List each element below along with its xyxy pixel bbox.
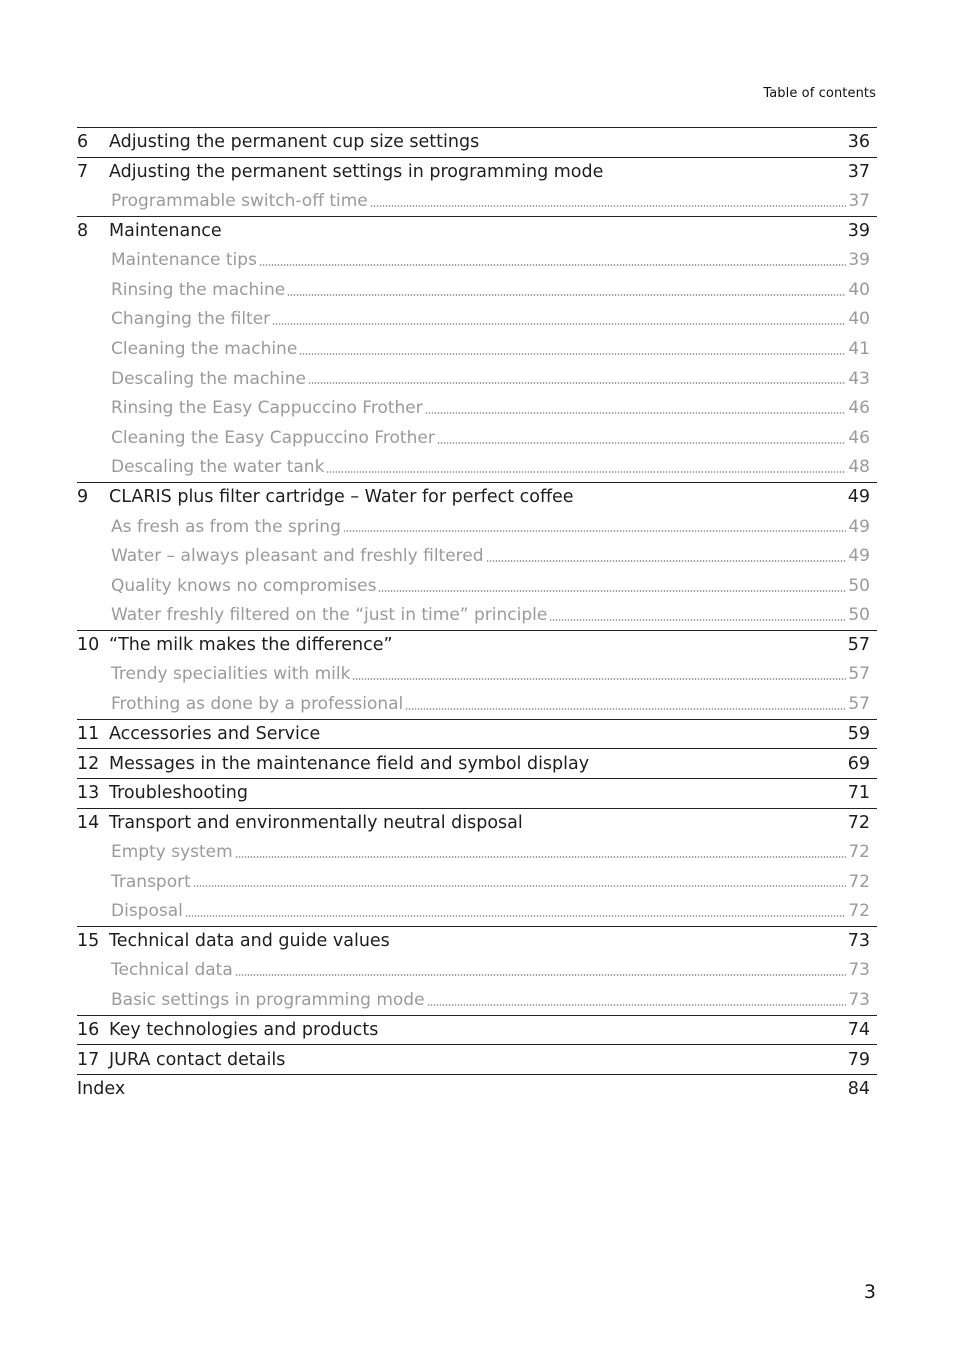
dot-leader [378,590,846,592]
dot-leader [352,678,846,680]
toc-chapter-entry[interactable] [77,127,877,157]
toc-subsection-entry[interactable] [77,601,877,631]
page-reference: 57 [848,664,870,685]
toc-subsection-entry[interactable] [77,571,877,601]
subsection-title: Maintenance tips [111,250,257,271]
page-reference: 84 [847,1079,870,1100]
subsection-title: Rinsing the machine [111,279,286,300]
dot-leader [259,264,846,266]
toc-subsection-entry[interactable] [77,393,877,423]
toc-chapter-entry[interactable] [77,1015,877,1045]
toc-subsection-entry[interactable] [77,186,877,216]
page-reference: 73 [848,990,870,1011]
subsection-title: Basic settings in programming mode [111,990,425,1011]
page-reference: 41 [848,338,870,359]
dot-leader [427,1004,847,1006]
subsection-title: Disposal [111,901,183,922]
dot-leader [549,619,846,621]
chapter-title: Troubleshooting [109,783,249,804]
dot-leader [405,708,846,710]
running-header: Table of contents [763,86,876,101]
toc-subsection-entry[interactable] [77,867,877,897]
chapter-number: 12 [77,753,100,774]
toc-chapter-entry[interactable] [77,926,877,956]
toc-subsection-entry[interactable] [77,334,877,364]
subsection-title: Water freshly filtered on the “just in time” principle [111,605,548,626]
toc-subsection-entry[interactable] [77,275,877,305]
dot-leader [235,856,847,858]
page-reference: 71 [847,783,870,804]
dot-leader [299,353,846,355]
chapter-number: 16 [77,1020,100,1041]
toc-chapter-entry[interactable] [77,630,877,660]
toc-subsection-entry[interactable] [77,512,877,542]
subsection-title: Transport [111,871,191,892]
toc-subsection-entry[interactable] [77,423,877,453]
page-reference: 57 [848,694,870,715]
page-reference: 49 [847,487,870,508]
toc-subsection-entry[interactable] [77,985,877,1015]
dot-leader [272,323,846,325]
chapter-title: Technical data and guide values [109,931,390,952]
toc-chapter-entry[interactable] [77,808,877,838]
page-reference: 40 [848,309,870,330]
page-reference: 72 [847,812,870,833]
dot-leader [193,885,847,887]
chapter-title: Messages in the maintenance field and symbol display [109,753,590,774]
subsection-title: Cleaning the Easy Cappuccino Frother [111,427,435,448]
toc-chapter-entry[interactable] [77,216,877,246]
dot-leader [437,442,847,444]
dot-leader [308,382,846,384]
chapter-title: “The milk makes the difference” [109,635,393,656]
subsection-title: Empty system [111,842,233,863]
dot-leader [185,915,846,917]
chapter-title: Accessories and Service [109,724,321,745]
chapter-number: 11 [77,724,100,745]
chapter-number: 8 [77,221,89,242]
dot-leader [287,294,846,296]
page-reference: 73 [847,931,870,952]
chapter-number: 17 [77,1049,100,1070]
page-reference: 49 [848,546,870,567]
toc-chapter-entry[interactable] [77,1074,877,1104]
page-reference: 50 [848,605,870,626]
page-reference: 72 [848,842,870,863]
subsection-title: Water – always pleasant and freshly filtered [111,546,484,567]
page-reference: 50 [848,575,870,596]
chapter-title: Adjusting the permanent settings in programming mode [109,161,604,182]
subsection-title: As fresh as from the spring [111,516,341,537]
page-reference: 73 [848,960,870,981]
chapter-title: Maintenance [109,221,222,242]
toc-subsection-entry[interactable] [77,956,877,986]
toc-subsection-entry[interactable] [77,660,877,690]
page-reference: 46 [848,398,870,419]
chapter-title: Transport and environmentally neutral disposal [109,812,523,833]
subsection-title: Rinsing the Easy Cappuccino Frother [111,398,423,419]
page-reference: 74 [847,1020,870,1041]
toc-chapter-entry[interactable] [77,748,877,778]
dot-leader [235,974,847,976]
chapter-number: 15 [77,931,100,952]
page-reference: 39 [848,250,870,271]
dot-leader [486,560,847,562]
page-reference: 49 [848,516,870,537]
page-reference: 69 [847,753,870,774]
dot-leader [326,471,846,473]
page-reference: 36 [847,132,870,153]
chapter-number: 7 [77,161,89,182]
toc-subsection-entry[interactable] [77,305,877,335]
chapter-title: Adjusting the permanent cup size settings [109,132,480,153]
subsection-title: Trendy specialities with milk [111,664,351,685]
subsection-title: Frothing as done by a professional [111,694,404,715]
dot-leader [370,205,847,207]
subsection-title: Quality knows no compromises [111,575,377,596]
chapter-title: JURA contact details [109,1049,286,1070]
page-reference: 59 [847,724,870,745]
chapter-number: 10 [77,635,100,656]
table-of-contents [77,127,877,1104]
page-reference: 48 [848,457,870,478]
page-reference: 40 [848,279,870,300]
chapter-number: 13 [77,783,100,804]
page-reference: 37 [848,190,870,211]
toc-subsection-entry[interactable] [77,896,877,926]
toc-chapter-entry[interactable] [77,778,877,808]
toc-chapter-entry[interactable] [77,157,877,187]
chapter-number: 14 [77,812,100,833]
subsection-title: Descaling the water tank [111,457,325,478]
toc-chapter-entry[interactable] [77,1044,877,1074]
subsection-title: Programmable switch-off time [111,190,368,211]
page-reference: 39 [847,221,870,242]
chapter-title: CLARIS plus filter cartridge – Water for perfect coffee [109,487,574,508]
toc-subsection-entry[interactable] [77,689,877,719]
page-number: 3 [863,1281,876,1303]
toc-subsection-entry[interactable] [77,364,877,394]
chapter-title: Key technologies and products [109,1020,379,1041]
page-reference: 43 [848,368,870,389]
toc-subsection-entry[interactable] [77,837,877,867]
subsection-title: Cleaning the machine [111,338,298,359]
page-reference: 79 [847,1049,870,1070]
dot-leader [425,412,847,414]
toc-subsection-entry[interactable] [77,453,877,483]
page-reference: 72 [848,901,870,922]
page-reference: 37 [847,161,870,182]
chapter-number: 9 [77,487,89,508]
page-reference: 46 [848,427,870,448]
subsection-title: Descaling the machine [111,368,306,389]
dot-leader [343,530,847,532]
toc-chapter-entry[interactable] [77,719,877,749]
toc-subsection-entry[interactable] [77,245,877,275]
subsection-title: Changing the filter [111,309,271,330]
page-reference: 57 [847,635,870,656]
page-reference: 72 [848,871,870,892]
toc-chapter-entry[interactable] [77,482,877,512]
chapter-title: Index [77,1079,126,1100]
subsection-title: Technical data [111,960,233,981]
chapter-number: 6 [77,132,89,153]
toc-subsection-entry[interactable] [77,541,877,571]
